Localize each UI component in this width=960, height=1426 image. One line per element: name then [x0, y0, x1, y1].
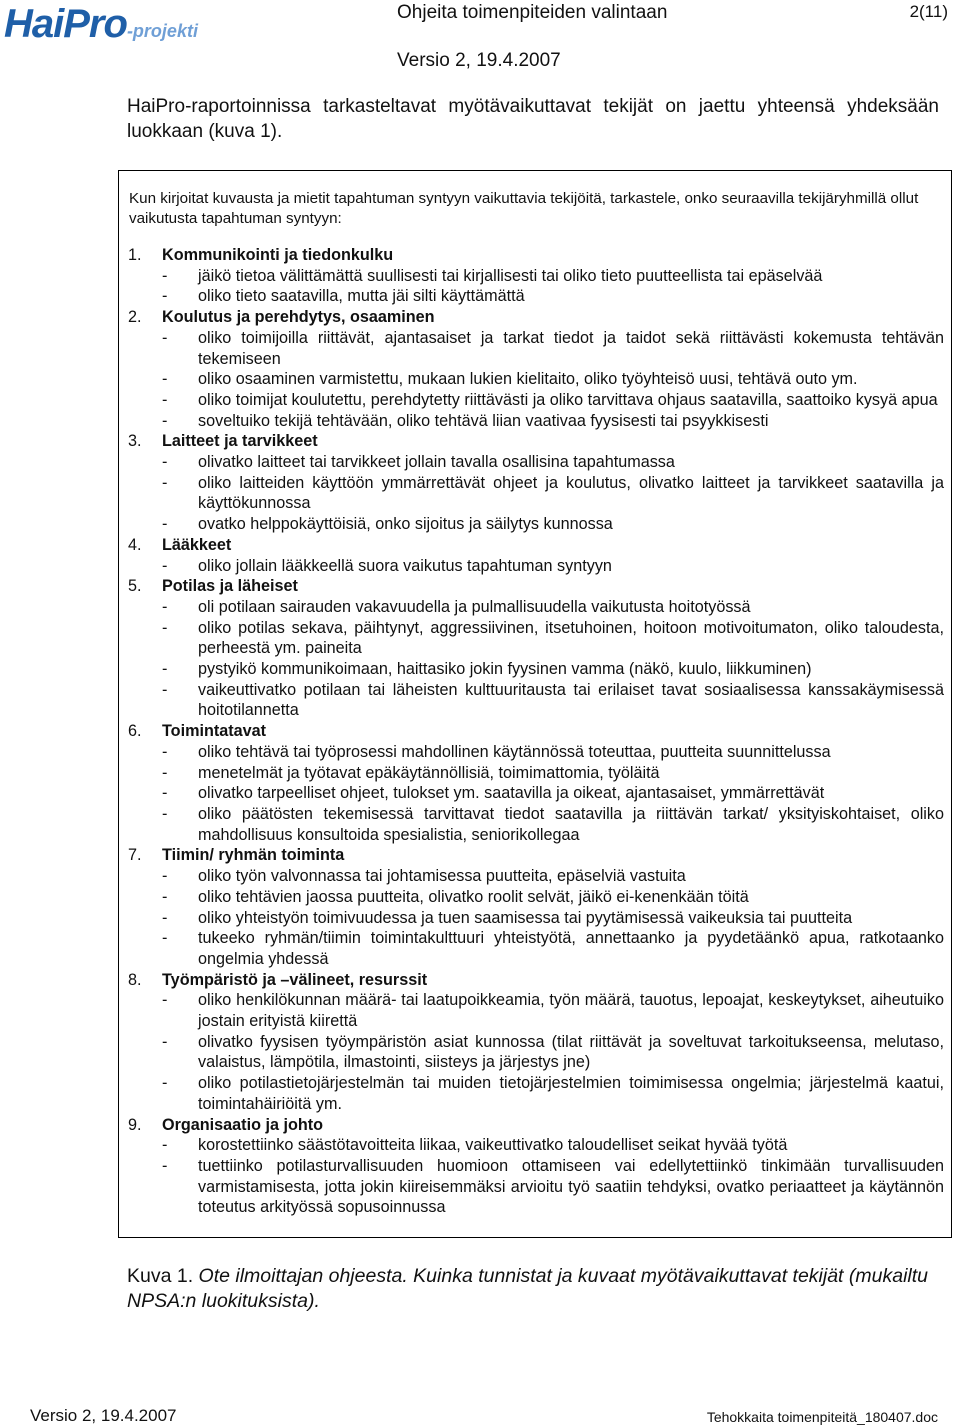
factor-category — [128, 721, 944, 845]
list-item — [128, 473, 944, 514]
caption-text: Ote ilmoittajan ohjeesta. Kuinka tunnistat ja kuvaat myötävaikuttavat tekijät (mukailtu NPSA:n luokituksista). — [127, 1265, 928, 1312]
factor-category — [128, 307, 944, 431]
dash-bullet: - — [162, 680, 168, 699]
list-item — [128, 411, 944, 432]
dash-bullet: - — [162, 991, 168, 1010]
dash-bullet: - — [162, 370, 168, 389]
list-item-text: oliko toimijoilla riittävät, ajantasaiset ja tarkat tiedot ja taidot sekä riittävästi kokemusta tehtävän tekemiseen — [198, 328, 944, 368]
category-number: 3. — [128, 432, 142, 451]
list-item-text: oliko henkilökunnan määrä- tai laatupoikkeamia, työn määrä, tauotus, lepoajat, keskeytykset, aiheutuiko jostain erityistä kiirettä — [198, 991, 944, 1031]
category-title: Laitteet ja tarvikkeet — [162, 432, 318, 451]
list-item — [128, 763, 944, 784]
dash-bullet: - — [162, 1032, 168, 1051]
list-item — [128, 680, 944, 721]
list-item-text: olivatko tarpeelliset ohjeet, tulokset ym. saatavilla ja oikeat, ajantasaiset, ymmärrettävät — [198, 784, 825, 803]
list-item — [128, 390, 944, 411]
dash-bullet: - — [162, 390, 168, 409]
dash-bullet: - — [162, 266, 168, 285]
dash-bullet: - — [162, 453, 168, 472]
list-item — [128, 369, 944, 390]
list-item-text: olivatko laitteet tai tarvikkeet jollain tavalla osallisina tapahtumassa — [198, 453, 675, 472]
factor-category — [128, 970, 944, 1115]
list-item-text: oliko päätösten tekemisessä tarvittavat tiedot saatavilla ja riittävän tarkat/ yksityiskohtaiset, oliko mahdollisuus konsultoida spesialistia, seniorikollegaa — [198, 804, 944, 844]
list-item-text: tuettiinko potilasturvallisuuden huomioon ottamiseen vai edellytettiinkö tinkimään turvallisuuden varmistamisesta, jotta jokin kiireisemmäksi arvioitu työ saatiin tehdyksi, ovatko periaatteet ja käytännön toteutus arkityössä sopusoinnussa — [198, 1156, 944, 1217]
category-title: Tiimin/ ryhmän toiminta — [162, 846, 345, 865]
list-item-text: menetelmät ja työtavat epäkäytännöllisiä, toimimattomia, työläitä — [198, 763, 660, 782]
list-item-text: oliko yhteistyön toimivuudessa ja tuen saamisessa tai pyytämisessä vaikeuksia tai puutteita — [198, 908, 853, 927]
list-item — [128, 742, 944, 763]
dash-bullet: - — [162, 742, 168, 761]
category-number: 7. — [128, 846, 142, 865]
list-item-text: vaikeuttivatko potilaan tai läheisten kulttuuritausta tai erilaiset tavat sosiaalisessa kanssakäymisessä hoitotilannetta — [198, 680, 944, 720]
dash-bullet: - — [162, 411, 168, 430]
logo-main-text: HaiPro — [4, 2, 127, 46]
category-heading — [128, 535, 944, 556]
footer-version: Versio 2, 19.4.2007 — [30, 1406, 177, 1425]
list-item — [128, 659, 944, 680]
dash-bullet: - — [162, 473, 168, 492]
list-item-text: oli potilaan sairauden vakavuudella ja pulmallisuudella vaikutusta hoitotyössä — [198, 597, 751, 616]
category-title: Lääkkeet — [162, 535, 232, 554]
list-item-text: oliko tehtävien jaossa puutteita, olivatko roolit selvät, jäikö ei-kenenkään töitä — [198, 887, 749, 906]
dash-bullet: - — [162, 556, 168, 575]
category-heading — [128, 721, 944, 742]
instruction-box — [118, 170, 952, 1238]
list-item-text: pystyikö kommunikoimaan, haittasiko jokin fyysinen vamma (näkö, kuulo, liikkuminen) — [198, 660, 812, 679]
list-item-text: tukeeko ryhmän/tiimin toimintakulttuuri yhteistyötä, annettaanko ja pyydetäänkö apua, ratkotaanko ongelmia yhdessä — [198, 929, 944, 968]
category-heading — [128, 970, 944, 991]
dash-bullet: - — [162, 660, 168, 679]
category-number: 2. — [128, 308, 142, 327]
dash-bullet: - — [162, 287, 168, 306]
dash-bullet: - — [162, 597, 168, 616]
category-title: Kommunikointi ja tiedonkulku — [162, 246, 394, 264]
list-item — [128, 1135, 944, 1156]
dash-bullet: - — [162, 763, 168, 782]
figure-caption — [127, 1264, 939, 1314]
logo-sub-text: -projekti — [126, 21, 198, 41]
list-item — [128, 286, 944, 307]
category-number: 4. — [128, 535, 142, 554]
factor-category-list — [128, 245, 944, 1218]
category-heading — [128, 576, 944, 597]
list-item — [128, 804, 944, 845]
list-item — [128, 597, 944, 618]
dash-bullet: - — [162, 1074, 168, 1093]
list-item-text: oliko tehtävä tai työprosessi mahdollinen käytännössä toteuttaa, puutteita suunnittelussa — [198, 742, 831, 761]
list-item — [128, 887, 944, 908]
dash-bullet: - — [162, 867, 168, 886]
header-title: Ohjeita toimenpiteiden valintaan — [397, 2, 668, 23]
dash-bullet: - — [162, 784, 168, 803]
list-item — [128, 618, 944, 659]
category-heading — [128, 307, 944, 328]
factor-category — [128, 535, 944, 576]
intro-paragraph: HaiPro-raportoinnissa tarkasteltavat myötävaikuttavat tekijät on jaettu yhteensä yhdeksään luokkaan (kuva 1). — [127, 96, 939, 142]
list-item — [128, 1032, 944, 1073]
category-number: 1. — [128, 246, 142, 264]
list-item-text: oliko työn valvonnassa tai johtamisessa puutteita, epäselviä vastuita — [198, 867, 686, 886]
category-heading — [128, 845, 944, 866]
factor-category — [128, 576, 944, 721]
list-item-text: oliko laitteiden käyttöön ymmärrettävät ohjeet ja koulutus, olivatko laitteet ja tarvikkeet saatavilla ja käyttökunnossa — [198, 473, 944, 513]
factor-category — [128, 245, 944, 307]
dash-bullet: - — [162, 908, 168, 927]
box-intro-text: Kun kirjoitat kuvausta ja mietit tapahtuman syntyyn vaikuttavia tekijöitä, tarkastele, onko seuraavilla tekijäryhmillä ollut vaikutusta tapahtuman syntyyn: — [129, 190, 919, 227]
category-number: 6. — [128, 722, 142, 741]
list-item — [128, 452, 944, 473]
list-item-text: oliko jollain lääkkeellä suora vaikutus tapahtuman syntyyn — [198, 556, 612, 575]
list-item-text: oliko toimijat koulutettu, perehdytetty riittävästi ja oliko tarvittava ohjaus saatavilla, saattoiko kysyä apua — [198, 390, 938, 409]
dash-bullet: - — [162, 618, 168, 637]
category-number: 5. — [128, 577, 142, 596]
category-heading — [128, 431, 944, 452]
dash-bullet: - — [162, 515, 168, 534]
list-item — [128, 328, 944, 369]
factor-category — [128, 1115, 944, 1219]
list-item — [128, 1073, 944, 1114]
dash-bullet: - — [162, 1136, 168, 1155]
footer-filename: Tehokkaita toimenpiteitä_180407.doc — [706, 1409, 938, 1425]
list-item-text: olivatko fyysisen työympäristön asiat kunnossa (tilat riittävät ja soveltuvat tarkoitukseensa, melutaso, valaistus, lämpötila, ilmastointi, siisteys ja järjestys jne) — [198, 1032, 944, 1072]
list-item — [128, 556, 944, 577]
category-heading — [128, 245, 944, 266]
factor-category — [128, 845, 944, 969]
list-item-text: korostettiinko säästötavoitteita liikaa, vaikeuttivatko taloudelliset seikat hyvää työtä — [198, 1136, 788, 1155]
list-item-text: oliko potilas sekava, päihtynyt, aggressiivinen, itsetuhoinen, hoitoon motivoitumaton, oliko taloudesta, perheestä ym. paineita — [198, 618, 944, 658]
category-heading — [128, 1115, 944, 1136]
list-item-text: oliko osaaminen varmistettu, mukaan lukien kielitaito, oliko työyhteisö uusi, tehtävä outo ym. — [198, 370, 858, 389]
header-version: Versio 2, 19.4.2007 — [397, 50, 561, 71]
list-item — [128, 514, 944, 535]
list-item — [128, 266, 944, 287]
list-item — [128, 928, 944, 969]
dash-bullet: - — [162, 804, 168, 823]
dash-bullet: - — [162, 328, 168, 347]
category-number: 9. — [128, 1115, 142, 1134]
dash-bullet: - — [162, 929, 168, 948]
category-title: Työmpäristö ja –välineet, resurssit — [162, 970, 428, 989]
list-item — [128, 866, 944, 887]
page-number: 2(11) — [909, 2, 948, 21]
list-item — [128, 990, 944, 1031]
haipro-logo — [4, 2, 198, 47]
list-item-text: ovatko helppokäyttöisiä, onko sijoitus ja säilytys kunnossa — [198, 515, 613, 534]
dash-bullet: - — [162, 1156, 168, 1175]
category-title: Organisaatio ja johto — [162, 1115, 323, 1134]
caption-label: Kuva 1. — [127, 1265, 199, 1287]
list-item-text: oliko potilastietojärjestelmän tai muiden tietojärjestelmien toimimisessa ongelmia; järjestelmä kaatui, toimintahäiriöitä ym. — [198, 1074, 944, 1113]
list-item-text: oliko tieto saatavilla, mutta jäi silti käyttämättä — [198, 287, 525, 306]
category-number: 8. — [128, 970, 142, 989]
category-title: Potilas ja läheiset — [162, 577, 298, 596]
category-title: Koulutus ja perehdytys, osaaminen — [162, 308, 435, 327]
factor-category — [128, 431, 944, 535]
list-item — [128, 1156, 944, 1218]
list-item-text: jäikö tietoa välittämättä suullisesti tai kirjallisesti tai oliko tieto puutteellista tai epäselvää — [198, 266, 823, 285]
list-item — [128, 783, 944, 804]
dash-bullet: - — [162, 887, 168, 906]
list-item — [128, 908, 944, 929]
category-title: Toimintatavat — [162, 722, 267, 741]
list-item-text: soveltuiko tekijä tehtävään, oliko tehtävä liian vaativaa fyysisesti tai psyykkisesti — [198, 411, 769, 430]
